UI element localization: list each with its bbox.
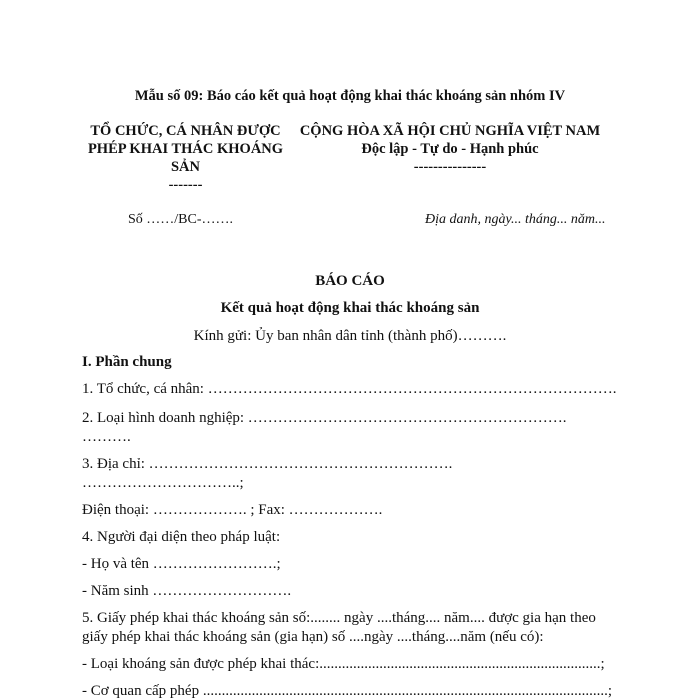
field-legal-representative: 4. Người đại diện theo pháp luật: xyxy=(82,529,281,545)
organization-divider: ------- xyxy=(168,177,203,193)
organization-header xyxy=(78,122,293,194)
field-birth-year: - Năm sinh ………………………. xyxy=(82,583,292,599)
organization-name: TỔ CHỨC, CÁ NHÂN ĐƯỢC PHÉP KHAI THÁC KHOÁNG SẢN xyxy=(87,123,284,175)
field-full-name: - Họ và tên …………………….; xyxy=(82,556,281,572)
field-organization: 1. Tổ chức, cá nhân: ………………………………………………………………………. xyxy=(82,381,617,397)
field-address-cont: …………………………..; xyxy=(82,475,244,491)
field-license: 5. Giấy phép khai thác khoáng sản số:........ ngày ....tháng.... năm.... được gia hạn theo xyxy=(82,610,596,626)
document-title: BÁO CÁO xyxy=(315,273,385,289)
field-business-type: 2. Loại hình doanh nghiệp: ………………………………………………………. xyxy=(82,410,567,426)
national-divider: --------------- xyxy=(413,159,487,175)
field-licensing-authority: - Cơ quan cấp phép ............................................................................................................; xyxy=(82,683,612,699)
place-date: Địa danh, ngày... tháng... năm... xyxy=(425,212,606,227)
national-motto: Độc lập - Tự do - Hạnh phúc xyxy=(361,141,539,157)
national-title: CỘNG HÒA XÃ HỘI CHỦ NGHĨA VIỆT NAM xyxy=(299,123,601,139)
field-license-cont: giấy phép khai thác khoáng sản (gia hạn) số ....ngày ....tháng....năm (nếu có): xyxy=(82,629,544,645)
recipient: Kính gửi: Ủy ban nhân dân tỉnh (thành phố)………. xyxy=(193,328,507,344)
form-title: Mẫu số 09: Báo cáo kết quả hoạt động khai thác khoáng sản nhóm IV xyxy=(134,88,566,104)
section-heading: I. Phần chung xyxy=(82,354,172,370)
reference-number: Số ……/BC-……. xyxy=(128,212,234,227)
field-phone-fax: Điện thoại: ………………. ; Fax: ………………. xyxy=(82,502,383,518)
document-subtitle: Kết quả hoạt động khai thác khoáng sản xyxy=(220,300,480,316)
field-address: 3. Địa chỉ: ……………………………………………………. xyxy=(82,456,453,472)
field-mineral-type: - Loại khoáng sản được phép khai thác:...........................................................................; xyxy=(82,656,605,672)
national-header xyxy=(295,122,605,176)
field-business-type-cont: ………. xyxy=(82,429,131,445)
